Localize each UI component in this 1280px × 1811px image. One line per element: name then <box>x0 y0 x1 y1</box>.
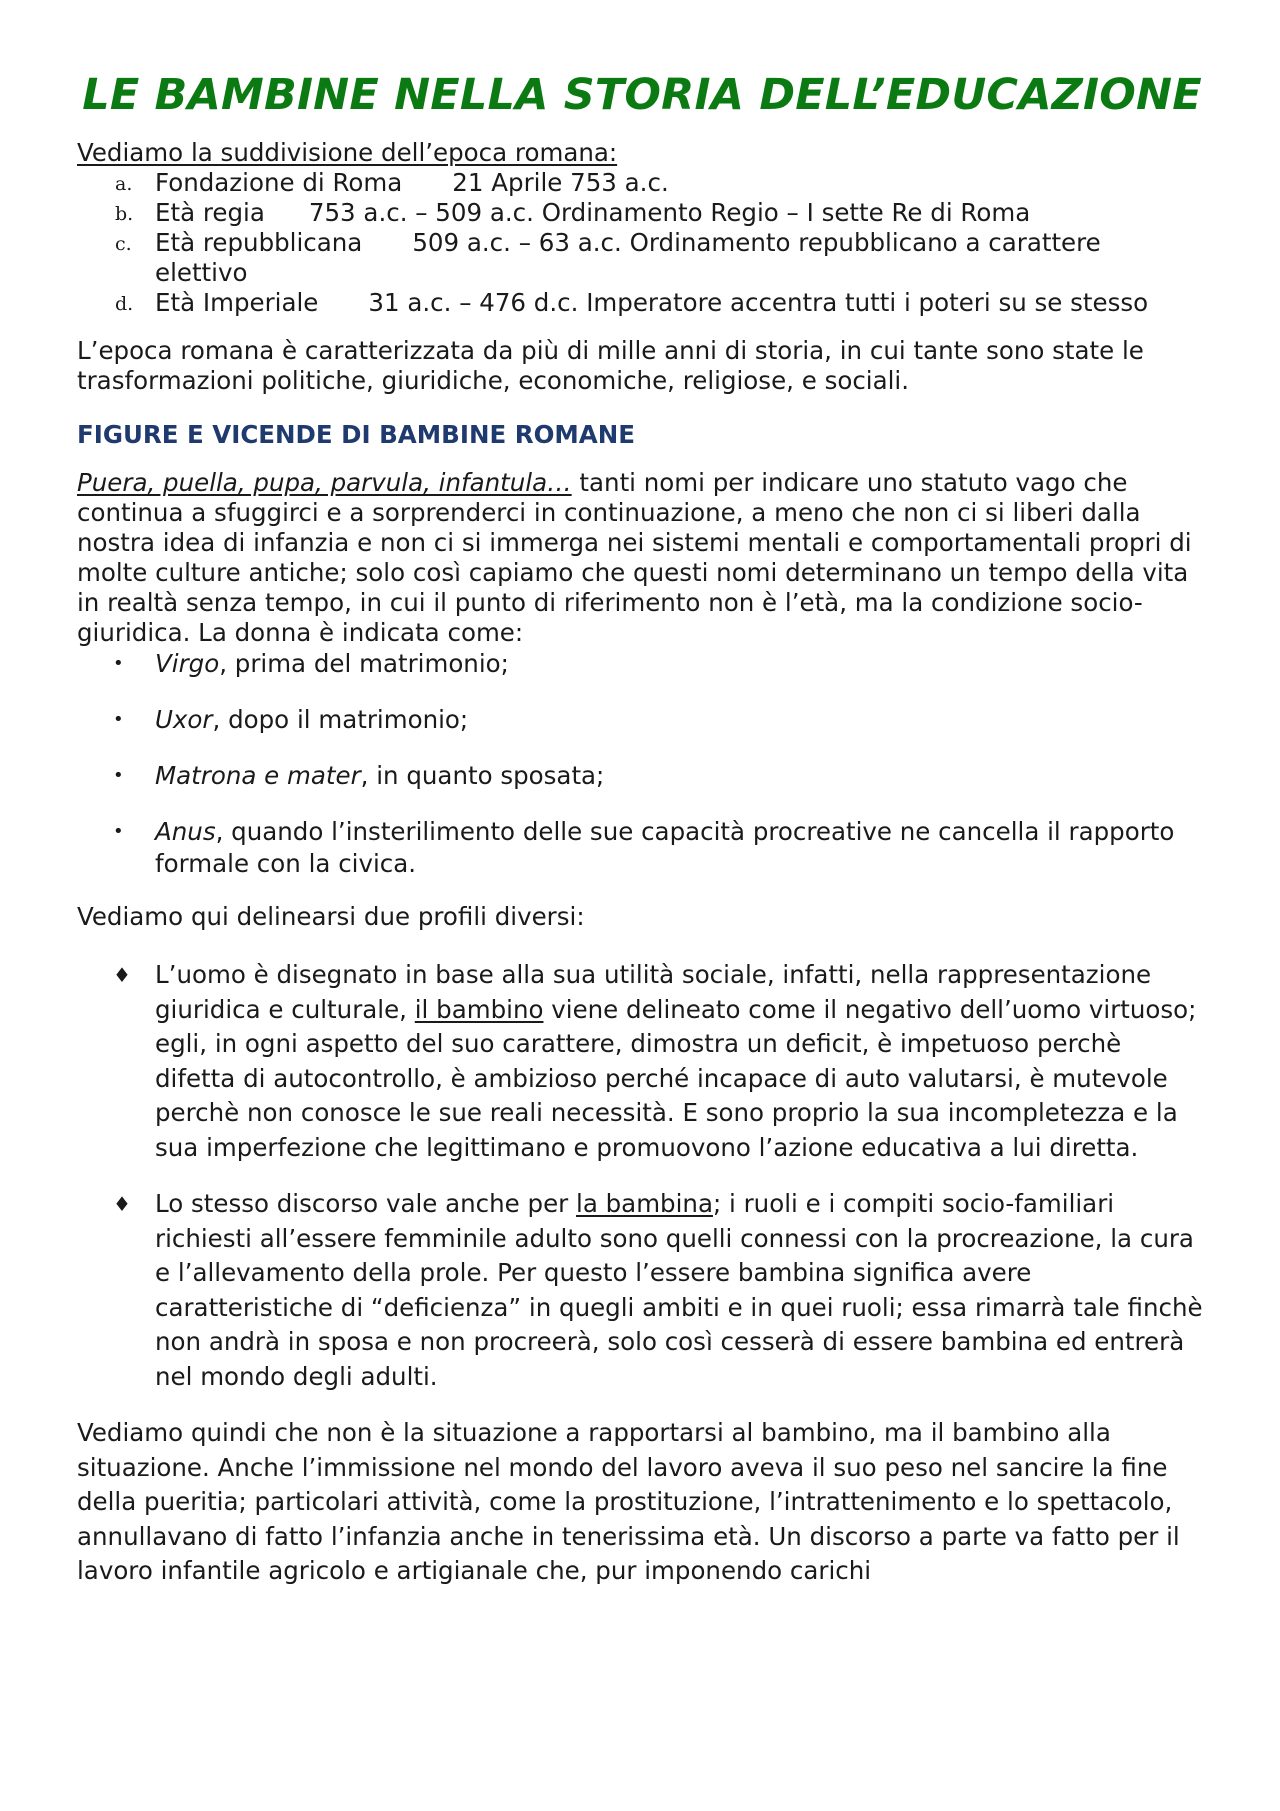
list-item <box>77 1187 1207 1394</box>
list-item <box>77 198 1207 228</box>
epoch-desc: Ordinamento repubblicano a carattere <box>629 228 1101 257</box>
list-item <box>77 958 1207 1165</box>
profile-text: L’uomo è disegnato in base alla sua utilità sociale, infatti, nella rappresentazione giuridica e culturale, <box>155 960 1152 1024</box>
list-marker: a. <box>115 173 133 195</box>
page-title: LE BAMBINE NELLA STORIA DELL’EDUCAZIONE <box>82 70 1202 120</box>
profile-text: viene delineato come il negativo dell’uomo virtuoso; egli, in ogni aspetto del suo carattere, dimostra un deficit, è impetuoso perchè difetta di autocontrollo, è ambizioso perché incapace di auto valutarsi, è mutevole perchè non conosce le sue reali necessità. E sono proprio la sua incompletezza e la sua imperfezione che legittimano e promuovono l’azione educativa a lui diretta. <box>155 994 1197 1162</box>
epoch-period: 21 Aprile 753 a.c. <box>452 168 669 197</box>
term-desc: , quando l’insterilimento delle sue capacità procreative ne cancella il rapporto formale con la civica. <box>155 817 1175 878</box>
list-item <box>77 648 1207 680</box>
epoch-name: Età repubblicana <box>155 228 363 257</box>
list-item <box>77 760 1207 792</box>
paragraph-epoca: L’epoca romana è caratterizzata da più di mille anni di storia, in cui tante sono state le trasformazioni politiche, giuridiche, economiche, religiose, e sociali. <box>77 336 1144 395</box>
list-item <box>77 816 1207 880</box>
bullet-icon: • <box>113 653 124 674</box>
epoch-period: 31 a.c. – 476 d.c. <box>368 288 579 317</box>
paragraph-final: Vediamo quindi che non è la situazione a rapportarsi al bambino, ma il bambino alla situazione. Anche l’immissione nel mondo del lavoro aveva il suo peso nel sancire la fine della pueritia; particolari attività, come la prostituzione, l’intrattenimento e lo spettacolo, annullavano di fatto l’infanzia anche in tenerissima età. Un discorso a parte va fatto per il lavoro infantile agricolo e artigianale che, pur imponendo carichi <box>77 1418 1180 1585</box>
epoch-desc: Ordinamento Regio – I sette Re di Roma <box>541 198 1031 227</box>
diamond-icon: ♦ <box>113 1192 131 1216</box>
epoch-name: Fondazione di Roma <box>155 168 403 197</box>
epoch-desc-wrap: elettivo <box>155 258 248 287</box>
list-marker: c. <box>115 233 132 255</box>
paragraph-puera <box>77 468 1207 648</box>
term-desc: , dopo il matrimonio; <box>212 705 469 734</box>
list-item <box>77 168 1207 198</box>
term: Virgo <box>155 649 220 678</box>
profile-text: ; i ruoli e i compiti socio-familiari richiesti all’essere femminile adulto sono quelli connessi con la procreazione, la cura e l’allevamento della prole. Per questo l’essere bambina significa avere caratteristiche di “deficienza” in quegli ambiti e in quei ruoli; essa rimarrà tale finchè non andrà in sposa e non procreerà, solo così cesserà di essere bambina ed entrerà nel mondo degli adulti. <box>155 1189 1203 1391</box>
paragraph-puera-text: tanti nomi per indicare uno statuto vago che continua a sfuggirci e a sorprenderci in continuazione, a meno che non ci si liberi dalla nostra idea di infanzia e non ci si immerga nei sistemi mentali e comportamentali propri di molte culture antiche; solo così capiamo che questi nomi determinano un tempo della vita in realtà senza tempo, in cui il punto di riferimento non è l’età, ma la condizione socio-giuridica. La donna è indicata come: <box>77 468 1192 647</box>
section-heading: FIGURE E VICENDE DI BAMBINE ROMANE <box>77 420 635 449</box>
bullet-icon: • <box>113 765 124 786</box>
epoch-name: Età Imperiale <box>155 288 319 317</box>
bullet-icon: • <box>113 821 124 842</box>
profile-text: Lo stesso discorso vale anche per <box>155 1189 577 1218</box>
list-item <box>77 704 1207 736</box>
intro-text: Vediamo la suddivisione dell’epoca romana: <box>77 138 618 167</box>
term-desc: , in quanto sposata; <box>360 761 605 790</box>
list-marker: b. <box>115 203 134 225</box>
term: Matrona e mater <box>155 761 361 790</box>
diamond-icon: ♦ <box>113 963 131 987</box>
epoch-desc: Imperatore accentra tutti i poteri su se stesso <box>586 288 1149 317</box>
term: Anus <box>155 817 216 846</box>
woman-terms-list <box>77 648 1207 880</box>
latin-terms: Puera, puella, pupa, parvula, infantula… <box>77 468 572 497</box>
term-desc: , prima del matrimonio; <box>219 649 509 678</box>
list-item <box>77 288 1207 318</box>
epoch-name: Età regia <box>155 198 265 227</box>
bullet-icon: • <box>113 709 124 730</box>
list-marker: d. <box>115 293 134 315</box>
profiles-list <box>77 958 1207 1394</box>
epoch-period: 753 a.c. – 509 a.c. <box>308 198 534 227</box>
list-item <box>77 228 1207 288</box>
epoch-period: 509 a.c. – 63 a.c. <box>412 228 622 257</box>
paragraph-profili: Vediamo qui delinearsi due profili diversi: <box>77 902 585 931</box>
term: Uxor <box>155 705 213 734</box>
profile-subject: la bambina <box>576 1189 713 1218</box>
epoch-list <box>77 168 1207 318</box>
profile-subject: il bambino <box>414 994 544 1024</box>
document-page <box>77 70 1207 1589</box>
